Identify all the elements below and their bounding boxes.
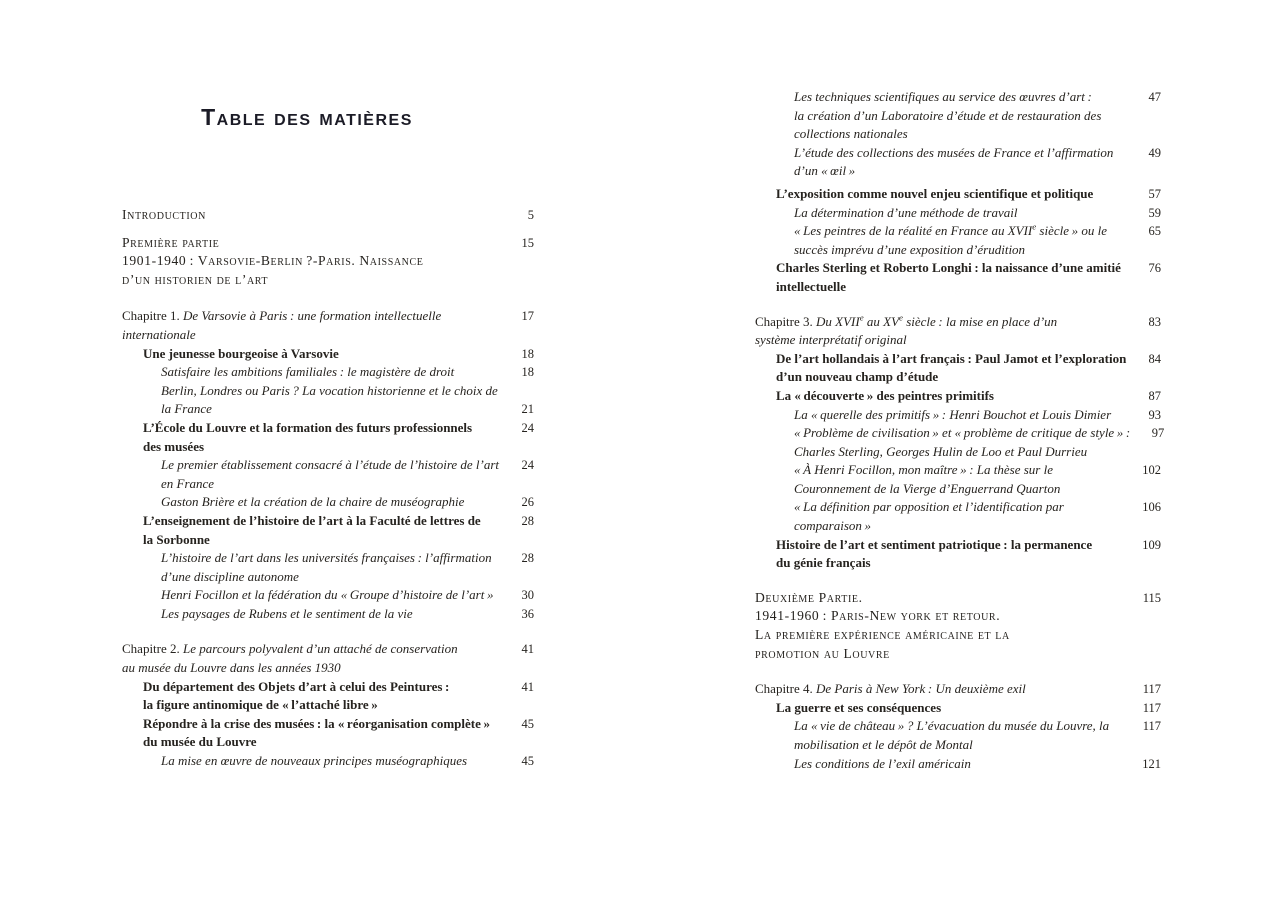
toc-text-run: du génie français (776, 555, 871, 571)
page-number: 84 (1148, 351, 1161, 366)
toc-line (122, 419, 534, 438)
toc-text-run: « Les peintres de la réalité en France au XVII (794, 223, 1033, 239)
toc-line (122, 271, 534, 290)
toc-text-run: intellectuelle (776, 278, 847, 294)
page-number: 57 (1148, 186, 1161, 201)
toc-line (755, 241, 1161, 260)
toc-line (755, 680, 1161, 699)
toc-text-run: Une jeunesse bourgeoise à Varsovie (143, 345, 339, 361)
toc-entry-text (755, 626, 1127, 645)
toc-entry-text (755, 406, 1127, 425)
toc-text-run: Couronnement de la Vierge d’Enguerrand Quarton (794, 480, 1061, 496)
toc-entry-text (122, 271, 500, 290)
toc-line (122, 659, 534, 678)
page-number: 59 (1148, 205, 1161, 220)
toc-text-run: La « querelle des primitifs » : Henri Bouchot et Louis Dimier (794, 406, 1112, 422)
page-number: 5 (527, 208, 534, 222)
toc-entry-text (755, 125, 1127, 144)
toc-text-run: collections nationales (794, 126, 908, 142)
toc-entry-text (122, 307, 500, 326)
page-number: 30 (521, 588, 534, 603)
toc-text-run: comparaison » (794, 518, 871, 534)
toc-line (122, 456, 534, 475)
toc-text-run: Les paysages de Rubens et le sentiment de la vie (161, 605, 413, 621)
toc-entry-text (122, 549, 500, 568)
toc-text-run: 1941-1960 : Paris-New york et retour. (755, 608, 1001, 624)
toc-line (755, 278, 1161, 297)
toc-entry-text (755, 222, 1127, 241)
toc-entry-text (755, 517, 1127, 536)
toc-text-run: e (859, 312, 864, 323)
toc-line (755, 313, 1161, 332)
toc-line (122, 252, 534, 271)
toc-entry-text (755, 699, 1127, 718)
toc-line (755, 699, 1161, 718)
toc-text-run: Du XVII (816, 313, 860, 329)
toc-text-run: internationale (122, 326, 196, 342)
toc-line (122, 438, 534, 457)
toc-text-run: du musée du Louvre (143, 734, 257, 750)
toc-text-run: Chapitre 3. (755, 313, 817, 329)
toc-entry-text (755, 589, 1127, 608)
toc-entry-text (755, 461, 1127, 480)
toc-line (122, 752, 534, 771)
toc-text-run: système interprétatif original (755, 332, 907, 348)
toc-entry-text (122, 438, 500, 457)
toc-line (755, 443, 1161, 462)
toc-line (755, 554, 1161, 573)
page-number: 26 (521, 495, 534, 510)
toc-entry-text (122, 659, 500, 678)
toc-text-run: Chapitre 1. (122, 308, 184, 324)
toc-text-run: La détermination d’une méthode de travail (794, 204, 1018, 220)
toc-text-run: e (1032, 221, 1037, 232)
page-number: 49 (1148, 145, 1161, 160)
toc-entry-text (122, 568, 500, 587)
toc-entry-text (755, 536, 1127, 555)
toc-line (122, 307, 534, 326)
toc-text-run: d’un nouveau champ d’étude (776, 369, 939, 385)
page-number: 24 (521, 458, 534, 473)
page-number: 102 (1142, 463, 1161, 478)
toc-line (755, 517, 1161, 536)
toc-line (755, 461, 1161, 480)
toc-entry-text (755, 88, 1127, 107)
toc-entry-text (122, 234, 500, 253)
toc-text-run: la France (161, 401, 212, 417)
page-number: 76 (1148, 261, 1161, 276)
page-number: 117 (1142, 682, 1161, 697)
toc-text-run: Première partie (122, 234, 220, 250)
toc-line (122, 605, 534, 624)
toc-text-run: siècle » ou le (1036, 223, 1107, 239)
toc-entry-text (755, 424, 1130, 443)
toc-entry-text (755, 185, 1127, 204)
toc-entry-text (122, 678, 500, 697)
toc-entry-text (755, 680, 1127, 699)
toc-text-run: La guerre et ses conséquences (776, 699, 942, 715)
page-number: 24 (521, 420, 534, 435)
page-number: 41 (521, 642, 534, 657)
toc-entry-text (122, 345, 500, 364)
toc-text-run: d’un historien de l’art (122, 271, 269, 287)
toc-text-run: Le premier établissement consacré à l’étude de l’histoire de l’art (161, 457, 500, 473)
toc-text-run: De l’art hollandais à l’art français : Paul Jamot et l’exploration (776, 350, 1127, 366)
toc-line (755, 185, 1161, 204)
toc-entry-text (122, 696, 500, 715)
page-number: 117 (1142, 719, 1161, 734)
toc-right-column (755, 88, 1165, 773)
toc-line (755, 222, 1161, 241)
toc-line (755, 480, 1161, 499)
toc-text-run: Introduction (122, 207, 206, 222)
toc-line (122, 696, 534, 715)
toc-text-run: en France (161, 475, 215, 491)
toc-entry-text (755, 368, 1127, 387)
page-number: 21 (521, 402, 534, 417)
toc-entry-text (122, 586, 500, 605)
toc-text-run: au XV (863, 313, 900, 329)
toc-text-run: siècle : la mise en place d’un (902, 313, 1058, 329)
toc-line (755, 626, 1161, 645)
toc-entry-text (122, 382, 500, 401)
toc-entry-text (755, 755, 1127, 774)
toc-line (122, 234, 534, 253)
toc-text-run: la création d’un Laboratoire d’étude et de restauration des (794, 107, 1102, 123)
toc-line (122, 715, 534, 734)
toc-line (122, 400, 534, 419)
toc-line (122, 733, 534, 752)
toc-line (755, 589, 1161, 608)
toc-entry-text (122, 400, 500, 419)
page-number: 121 (1142, 756, 1161, 771)
toc-text-run: Chapitre 4. (755, 681, 817, 697)
toc-text-run: mobilisation et le dépôt de Montal (794, 737, 973, 752)
toc-text-run: Deuxième Partie. (755, 589, 863, 605)
page-number: 41 (521, 679, 534, 694)
toc-line (122, 531, 534, 550)
toc-line (755, 736, 1161, 755)
toc-entry-text (755, 387, 1127, 406)
toc-entry-text (755, 241, 1127, 260)
toc-text-run: La première expérience américaine et la (755, 627, 1010, 643)
toc-text-run: Histoire de l’art et sentiment patriotique : la permanence (776, 536, 1093, 552)
toc-line (122, 326, 534, 345)
page-number: 97 (1151, 426, 1165, 441)
toc-title: Table des matières (201, 104, 413, 130)
page-number: 45 (521, 716, 534, 731)
page-number: 18 (521, 365, 534, 380)
toc-entry-text (755, 313, 1127, 332)
toc-entry-text (755, 107, 1127, 126)
toc-text-run: Le parcours polyvalent d’un attaché de conservation (183, 641, 458, 657)
toc-text-run: d’une discipline autonome (161, 568, 299, 584)
page-number: 117 (1142, 700, 1161, 715)
toc-text-run: L’exposition comme nouvel enjeu scientifique et politique (776, 185, 1094, 201)
toc-text-run: promotion au Louvre (755, 645, 890, 661)
toc-text-run: De Paris à New York : Un deuxième exil (816, 681, 1026, 697)
toc-text-run: Du département des Objets d’art à celui des Peintures : (143, 678, 450, 694)
toc-line (122, 678, 534, 697)
toc-text-run: La « vie de château » ? L’évacuation du musée du Louvre, la (794, 718, 1110, 734)
toc-line (122, 640, 534, 659)
toc-entry-text (755, 645, 1127, 664)
toc-text-run: la Sorbonne (143, 531, 210, 547)
toc-text-run: L’École du Louvre et la formation des futurs professionnels (143, 419, 473, 435)
toc-line (755, 107, 1161, 126)
toc-entry-text (122, 419, 500, 438)
toc-line (755, 717, 1161, 736)
toc-entry-text (755, 443, 1127, 462)
toc-line (122, 475, 534, 494)
toc-line (755, 259, 1161, 278)
toc-line (122, 568, 534, 587)
page-number: 36 (521, 606, 534, 621)
toc-line (755, 607, 1161, 626)
toc-line (122, 382, 534, 401)
toc-entry-text (755, 331, 1127, 350)
toc-text-run: Charles Sterling et Roberto Longhi : la naissance d’une amitié (776, 260, 1121, 276)
toc-text-run: Répondre à la crise des musées : la « réorganisation complète » (143, 715, 490, 731)
toc-text-run: Chapitre 2. (122, 641, 184, 657)
page-number: 65 (1148, 224, 1161, 239)
toc-entry-text (755, 498, 1127, 517)
toc-entry-text (755, 717, 1127, 736)
toc-entry-text (755, 554, 1127, 573)
toc-text-run: succès imprévu d’une exposition d’érudition (794, 241, 1026, 257)
toc-entry-text (755, 350, 1127, 369)
toc-line (122, 493, 534, 512)
page-number: 15 (521, 235, 534, 250)
toc-text-run: d’un « œil » (794, 163, 856, 179)
toc-entry-text (122, 475, 500, 494)
toc-line (755, 331, 1161, 350)
page-number: 28 (521, 551, 534, 566)
page-number: 83 (1148, 314, 1161, 329)
page-number: 47 (1148, 90, 1161, 104)
toc-entry-text (122, 715, 500, 734)
toc-entry-text (755, 607, 1127, 626)
page-number: 109 (1142, 537, 1161, 552)
toc-line (755, 536, 1161, 555)
toc-text-run: la figure antinomique de « l’attaché libre » (143, 697, 378, 713)
toc-line (755, 144, 1161, 163)
toc-entry-text (755, 204, 1127, 223)
toc-line (755, 88, 1161, 107)
toc-text-run: des musées (143, 438, 205, 454)
toc-text-run: Charles Sterling, Georges Hulin de Loo et Paul Durrieu (794, 443, 1088, 459)
toc-line (755, 498, 1161, 517)
toc-left-column (122, 206, 534, 771)
toc-line (122, 549, 534, 568)
toc-text-run: Henri Focillon et la fédération du « Groupe d’histoire de l’art » (161, 587, 494, 603)
toc-text-run: au musée du Louvre dans les années 1930 (122, 660, 341, 676)
toc-text-run: De Varsovie à Paris : une formation intellectuelle (183, 308, 442, 324)
toc-line (755, 424, 1165, 443)
toc-entry-text (122, 326, 500, 345)
toc-entry-text (755, 259, 1127, 278)
toc-entry-text (122, 531, 500, 550)
page-number: 17 (521, 309, 534, 324)
toc-entry-text (755, 480, 1127, 499)
toc-entry-text (122, 252, 500, 271)
toc-entry-text (122, 512, 500, 531)
toc-line (755, 755, 1161, 774)
toc-text-run: L’histoire de l’art dans les universités françaises : l’affirmation (161, 550, 492, 566)
toc-entry-text (122, 363, 500, 382)
toc-text-run: La mise en œuvre de nouveaux principes muséographiques (161, 753, 468, 769)
toc-entry-text (122, 752, 500, 771)
toc-text-run: « Problème de civilisation » et « problème de critique de style » : (794, 425, 1131, 441)
toc-line (122, 512, 534, 531)
toc-text-run: Les conditions de l’exil américain (794, 755, 971, 771)
toc-line (122, 206, 534, 225)
toc-entry-text (755, 162, 1127, 181)
toc-entry-text (122, 605, 500, 624)
page-left (122, 98, 534, 771)
toc-text-run: Les techniques scientifiques au service des œuvres d’art : (794, 89, 1092, 104)
toc-entry-text (755, 736, 1127, 755)
toc-entry-text (122, 640, 500, 659)
toc-line (122, 345, 534, 364)
toc-line (755, 406, 1161, 425)
toc-text-run: La « découverte » des peintres primitifs (776, 387, 994, 403)
toc-text-run: L’enseignement de l’histoire de l’art à la Faculté de lettres de (143, 512, 481, 528)
page-number: 93 (1148, 407, 1161, 422)
toc-text-run: Berlin, Londres ou Paris ? La vocation historienne et le choix de (161, 382, 498, 398)
toc-line (755, 350, 1161, 369)
page-number: 87 (1148, 388, 1161, 403)
page-right (755, 88, 1165, 773)
toc-text-run: e (899, 312, 903, 323)
toc-text-run: « La définition par opposition et l’identification par (794, 499, 1064, 515)
toc-entry-text (755, 144, 1127, 163)
toc-entry-text (122, 456, 500, 475)
toc-line (755, 125, 1161, 144)
page-number: 28 (521, 513, 534, 528)
toc-text-run: L’étude des collections des musées de France et l’affirmation (794, 144, 1114, 160)
toc-entry-text (755, 278, 1127, 297)
toc-entry-text (122, 733, 500, 752)
toc-text-run: Gaston Brière et la création de la chaire de muséographie (161, 494, 465, 510)
toc-entry-text (122, 206, 500, 225)
toc-line (755, 368, 1161, 387)
toc-text-run: « À Henri Focillon, mon maître » : La thèse sur le (794, 462, 1053, 478)
toc-line (122, 363, 534, 382)
toc-line (755, 645, 1161, 664)
toc-line (755, 387, 1161, 406)
toc-text-run: Satisfaire les ambitions familiales : le magistère de droit (161, 364, 455, 380)
toc-entry-text (122, 493, 500, 512)
page-number: 18 (521, 346, 534, 361)
toc-line (755, 162, 1161, 181)
page-number: 45 (521, 754, 534, 769)
page-number: 115 (1142, 590, 1161, 605)
page-number: 106 (1142, 500, 1161, 515)
toc-line (122, 586, 534, 605)
toc-line (755, 204, 1161, 223)
toc-text-run: 1901-1940 : Varsovie-Berlin ?-Paris. Naissance (122, 253, 424, 269)
